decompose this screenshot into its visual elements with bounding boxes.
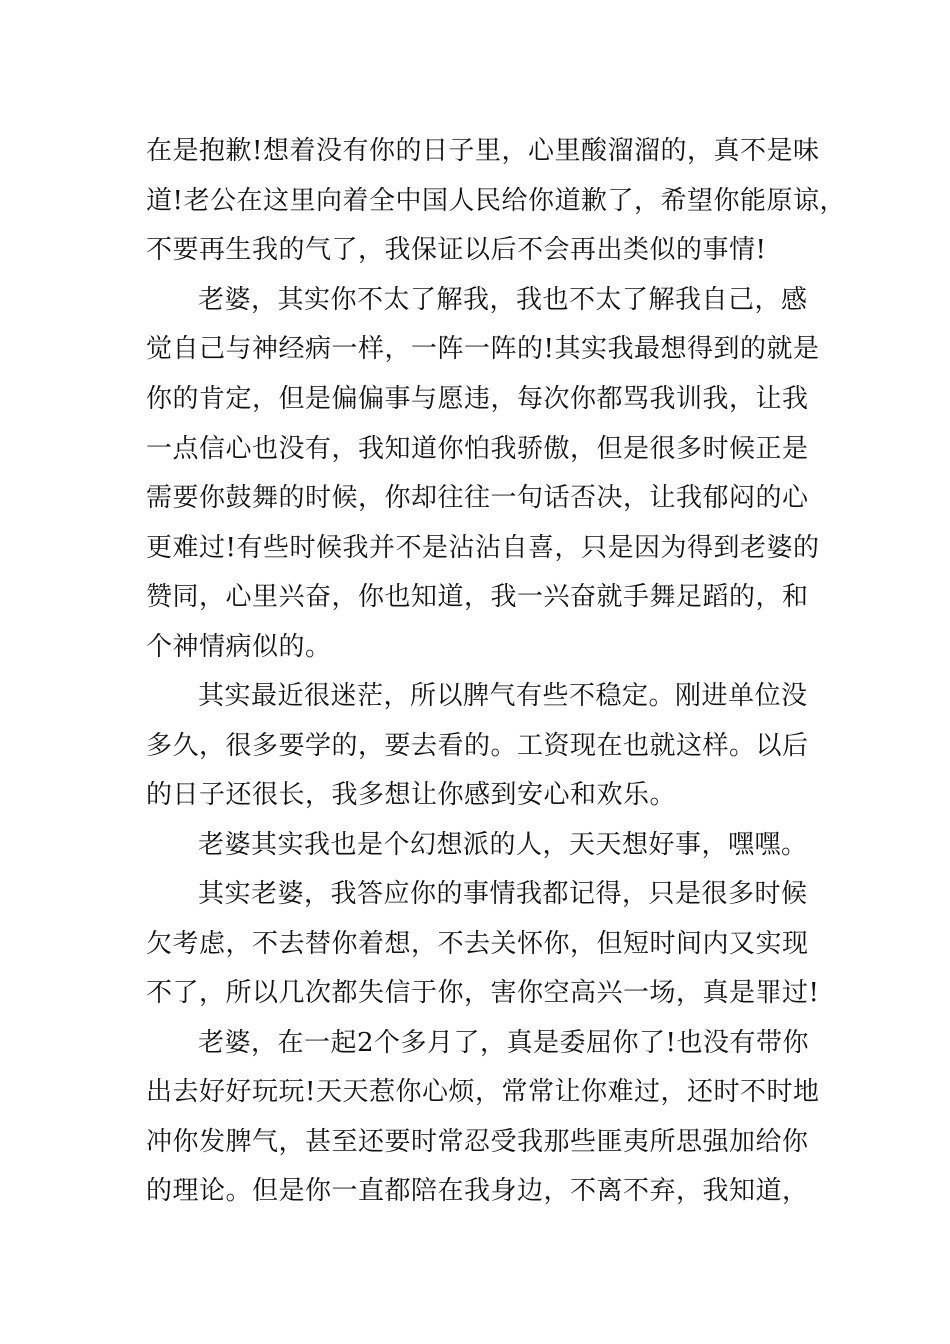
paragraph-start-line: 老婆，在一起2个多月了，真是委屈你了!也没有带你	[198, 1028, 809, 1058]
paragraph-start-line: 其实老婆，我答应你的事情我都记得，只是很多时候	[198, 879, 808, 909]
text-line: 你的肯定，但是偏偏事与愿违，每次你都骂我训我，让我	[146, 384, 809, 414]
text-line: 道!老公在这里向着全中国人民给你道歉了，希望你能原谅，	[146, 186, 846, 216]
paragraph-start-line: 其实最近很迷茫，所以脾气有些不稳定。刚进单位没	[198, 681, 808, 711]
text-line: 个神情病似的。	[146, 632, 332, 662]
text-line: 的日子还很长，我多想让你感到安心和欢乐。	[146, 780, 677, 810]
text-line: 觉自己与神经病一样，一阵一阵的!其实我最想得到的就是	[146, 334, 820, 364]
paragraph-start-line: 老婆，其实你不太了解我，我也不太了解我自己，感	[198, 285, 808, 315]
text-line: 需要你鼓舞的时候，你却往往一句话否决，让我郁闷的心	[146, 483, 809, 513]
text-line: 不了，所以几次都失信于你，害你空高兴一场，真是罪过!	[146, 978, 820, 1008]
text-line: 冲你发脾气，甚至还要时常忍受我那些匪夷所思强加给你	[146, 1127, 809, 1157]
text-line: 多久，很多要学的，要去看的。工资现在也就这样。以后	[146, 731, 809, 761]
text-line: 欠考虑，不去替你着想，不去关怀你，但短时间内又实现	[146, 929, 809, 959]
text-line: 在是抱歉!想着没有你的日子里，心里酸溜溜的，真不是味	[146, 136, 820, 166]
text-line: 赞同，心里兴奋，你也知道，我一兴奋就手舞足蹈的，和	[146, 582, 809, 612]
text-line: 的理论。但是你一直都陪在我身边，不离不弃，我知道，	[146, 1176, 809, 1206]
paragraph-start-line: 老婆其实我也是个幻想派的人，天天想好事，嘿嘿。	[198, 830, 808, 860]
text-line: 出去好好玩玩!天天惹你心烦，常常让你难过，还时不时地	[146, 1077, 820, 1107]
text-line: 更难过!有些时候我并不是沾沾自喜，只是因为得到老婆的	[146, 533, 820, 563]
text-line: 一点信心也没有，我知道你怕我骄傲，但是很多时候正是	[146, 434, 809, 464]
text-line: 不要再生我的气了，我保证以后不会再出类似的事情!	[146, 235, 767, 265]
